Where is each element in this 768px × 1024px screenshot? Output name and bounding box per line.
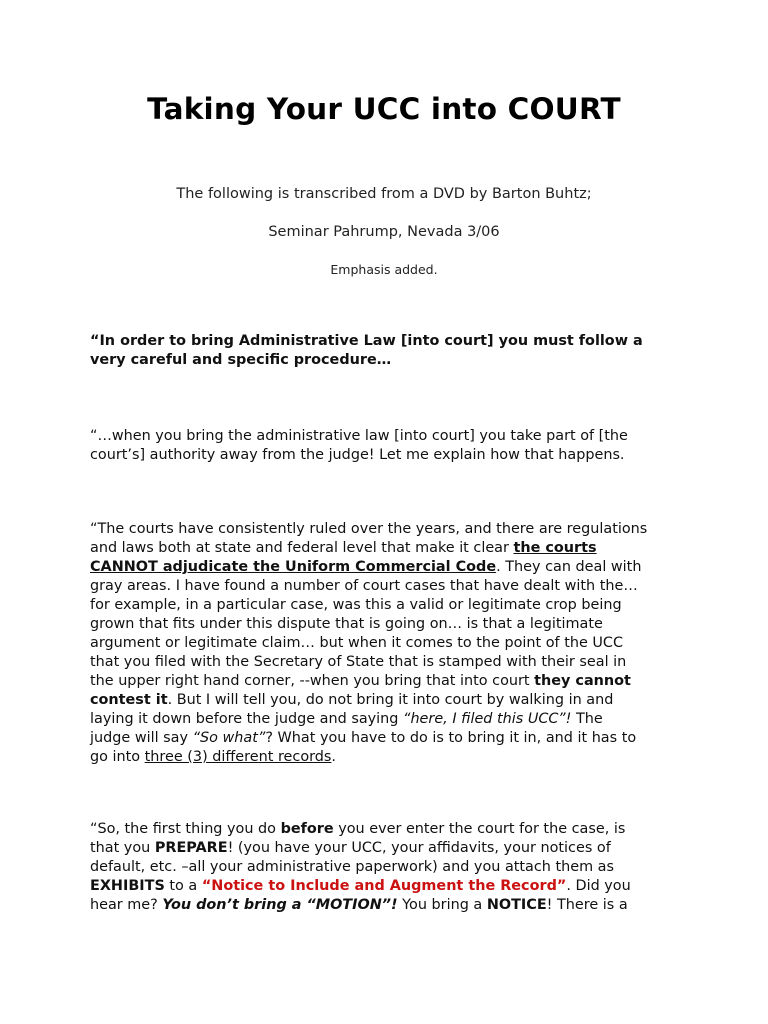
emphasis-exhibits: EXHIBITS (90, 878, 165, 894)
page-title: Taking Your UCC into COURT (147, 92, 621, 126)
source-line: The following is transcribed from a DVD by Barton Buhtz; (176, 186, 592, 202)
p4-text: hear me? (90, 897, 163, 913)
p3-line-9 (90, 672, 690, 691)
p2-line-2: court’s] authority away from the judge! Let me explain how that happens. (90, 447, 625, 463)
p4-text: you ever enter the court for the case, is (333, 821, 626, 837)
paragraph-3 (90, 520, 690, 767)
p3-line-7: argument or legitimate claim… but when it comes to the point of the UCC (90, 635, 624, 651)
seminar-line: Seminar Pahrump, Nevada 3/06 (268, 224, 500, 240)
p3-text: ? What you have to do is to bring it in, and it has to (265, 730, 637, 746)
p3-line-2 (90, 539, 690, 558)
emphasis-notice-title: “Notice to Include and Augment the Record” (201, 878, 567, 894)
p3-text: and laws both at state and federal level that make it clear (90, 540, 514, 556)
p4-text: to a (164, 878, 202, 894)
p3-text: go into (90, 749, 145, 765)
p4-line-2 (90, 839, 690, 858)
quote-so-what: “So what” (192, 730, 266, 746)
p4-text: that you (90, 840, 155, 856)
p3-line-12 (90, 729, 690, 748)
p3-line-13 (90, 748, 690, 767)
paragraph-1 (90, 332, 690, 370)
p4-line-3: default, etc. –all your administrative paperwork) and you attach them as (90, 859, 614, 875)
p3-text: the upper right hand corner, --when you bring that into court (90, 673, 535, 689)
p3-text: judge will say (90, 730, 193, 746)
p3-line-6: grown that fits under this dispute that is going on… is that a legitimate (90, 616, 603, 632)
p4-text: “So, the first thing you do (90, 821, 281, 837)
emphasis-note: Emphasis added. (330, 262, 438, 277)
p3-text: . But I will tell you, do not bring it into court by walking in and (167, 692, 614, 708)
p4-text: ! (you have your UCC, your affidavits, your notices of (227, 840, 611, 856)
p2-line-1: “…when you bring the administrative law [into court] you take part of [the (90, 428, 628, 444)
emphasis-they-cannot: they cannot (534, 673, 631, 689)
p3-line-8: that you filed with the Secretary of State that is stamped with their seal in (90, 654, 627, 670)
p3-text: The (571, 711, 603, 727)
p3-line-5: for example, in a particular case, was this a valid or legitimate crop being (90, 597, 622, 613)
p3-line-11 (90, 710, 690, 729)
emphasis-courts: the courts (513, 540, 597, 556)
emphasis-before: before (280, 821, 334, 837)
quote-filed-ucc: “here, I filed this UCC”! (402, 711, 572, 727)
p4-text: You bring a (397, 897, 487, 913)
p4-text: . Did you (566, 878, 631, 894)
p3-line-4: gray areas. I have found a number of court cases that have dealt with the… (90, 578, 638, 594)
p3-text: . (331, 749, 336, 765)
p3-line-1: “The courts have consistently ruled over the years, and there are regulations (90, 521, 648, 537)
p3-line-10 (90, 691, 690, 710)
paragraph-2 (90, 427, 690, 465)
p4-text: ! There is a (546, 897, 628, 913)
p4-line-5 (90, 896, 690, 915)
emphasis-three-records: three (3) different records (144, 749, 332, 765)
emphasis-notice: NOTICE (486, 897, 547, 913)
emphasis-contest-it: contest it (90, 692, 168, 708)
p4-line-4 (90, 877, 690, 896)
paragraph-4 (90, 820, 690, 915)
p1-line-2: very careful and specific procedure… (90, 352, 392, 368)
p4-line-1 (90, 820, 690, 839)
emphasis-no-motion: You don’t bring a “MOTION”! (162, 897, 398, 913)
p3-line-3 (90, 558, 690, 577)
emphasis-cannot-adjudicate: CANNOT adjudicate the Uniform Commercial Code (90, 559, 497, 575)
emphasis-prepare: PREPARE (154, 840, 228, 856)
p3-text: laying it down before the judge and saying (90, 711, 403, 727)
p3-text: . They can deal with (496, 559, 642, 575)
p1-line-1: “In order to bring Administrative Law [into court] you must follow a (90, 333, 643, 349)
